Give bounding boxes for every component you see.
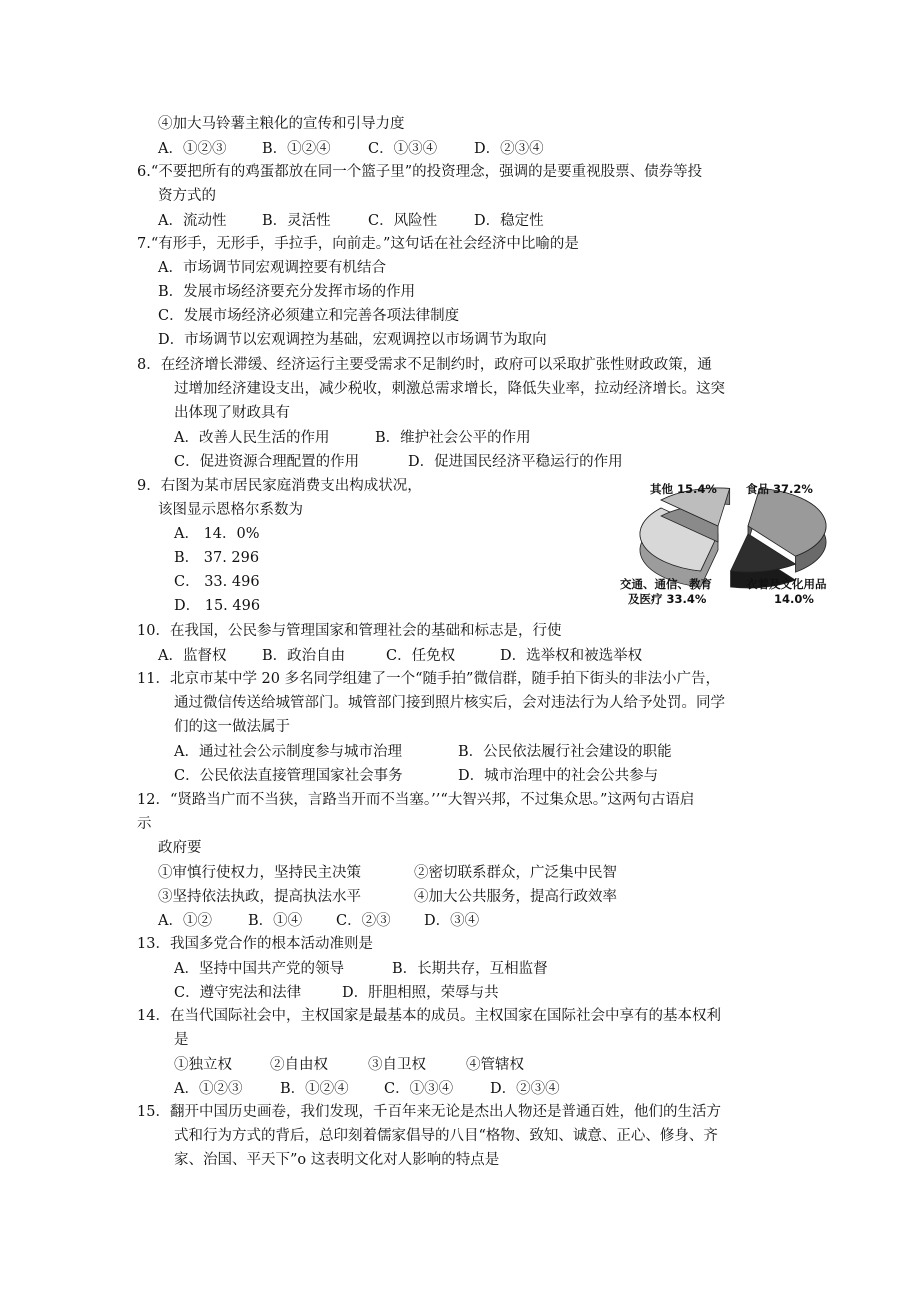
q11-option-d: D．城市治理中的社会公共参与: [458, 768, 659, 784]
q9-option-c: C． 33. 496: [174, 574, 260, 590]
q10-option-b: B．政治自由: [262, 648, 346, 664]
q6-option-d: D．稳定性: [474, 213, 544, 229]
q12-stem-line3: 政府要: [158, 840, 202, 856]
q9-stem-line2: 该图显示恩格尔系数为: [158, 502, 303, 518]
q10-stem: 10．在我国，公民参与管理国家和管理社会的基础和标志是，行使: [137, 623, 562, 639]
q12-option-d: D．③④: [424, 913, 480, 929]
pie-label-clothing-line1: 衣着及文化用品: [746, 577, 827, 591]
q13-option-b: B．长期共存，互相监督: [392, 961, 548, 977]
q11-stem-line3: 们的这一做法属于: [174, 719, 290, 735]
q8-stem-line1: 8．在经济增长滞缓、经济运行主要受需求不足制约时，政府可以采取扩张性财政政策，通: [137, 357, 712, 373]
q15-stem-line2: 式和行为方式的背后，总印刻着儒家倡导的八目“格物、致知、诚意、正心、修身、齐: [174, 1128, 718, 1144]
q9-option-b: B． 37. 296: [174, 550, 260, 566]
q8-option-c: C．促进资源合理配置的作用: [174, 454, 360, 470]
q8-option-d: D．促进国民经济平稳运行的作用: [408, 454, 623, 470]
q12-option-b: B．①④: [248, 913, 303, 929]
q12-item-1: ①审慎行使权力，坚持民主决策: [158, 865, 361, 881]
q12-stem-line1: 12．“贤路当广而不当狭，言路当开而不当塞。’’“大智兴邦，不过集众思。”这两句古语启: [137, 792, 695, 808]
q14-item-1: ①独立权: [174, 1057, 232, 1073]
q12-option-c: C．②③: [336, 913, 391, 929]
q12-item-2: ②密切联系群众，广泛集中民智: [414, 865, 617, 881]
pie-label-clothing-line2: 14.0%: [774, 592, 814, 606]
q6-option-a: A．流动性: [158, 213, 227, 229]
q7-stem: 7.“有形手，无形手，手拉手，向前走。”这句话在社会经济中比喻的是: [137, 236, 579, 252]
q14-item-3: ③自卫权: [368, 1057, 426, 1073]
q10-option-d: D．选举权和被选举权: [500, 648, 643, 664]
q11-option-c: C．公民依法直接管理国家社会事务: [174, 768, 403, 784]
pie-label-food: 食品 37.2%: [746, 482, 813, 496]
q7-option-a: A．市场调节同宏观调控要有机结合: [158, 260, 386, 276]
q8-stem-line3: 出体现了财政具有: [174, 405, 290, 421]
q13-option-d: D．肝胆相照，荣辱与共: [342, 985, 499, 1001]
q7-option-c: C．发展市场经济必须建立和完善各项法律制度: [158, 308, 460, 324]
q14-option-d: D．②③④: [490, 1081, 560, 1097]
q14-stem-line2: 是: [174, 1032, 189, 1048]
q14-item-4: ④管辖权: [466, 1057, 524, 1073]
q7-option-d: D．市场调节以宏观调控为基础，宏观调控以市场调节为取向: [158, 332, 547, 348]
q14-option-c: C．①③④: [384, 1081, 454, 1097]
q6-option-b: B．灵活性: [262, 213, 331, 229]
q14-option-b: B．①②④: [280, 1081, 349, 1097]
q14-stem-line1: 14．在当代国际社会中，主权国家是最基本的成员。主权国家在国际社会中享有的基本权利: [137, 1008, 721, 1024]
q11-stem-line1: 11．北京市某中学 20 多名同学组建了一个“随手拍”微信群，随手拍下街头的非法小广告，: [137, 671, 720, 687]
q10-option-a: A．监督权: [158, 648, 227, 664]
q9-option-d: D． 15. 496: [174, 598, 261, 614]
q8-option-a: A．改善人民生活的作用: [174, 430, 330, 446]
pie-label-transport-line2: 及医疗 33.4%: [628, 592, 707, 606]
pie-label-other: 其他 15.4%: [650, 482, 717, 496]
q6-stem-line1: 6.“不要把所有的鸡蛋都放在同一个篮子里”的投资理念，强调的是要重视股票、债券等投: [137, 164, 703, 180]
q14-item-2: ②自由权: [270, 1057, 328, 1073]
q5-option-d: D．②③④: [474, 141, 544, 157]
q5-option-a: A．①②③: [158, 141, 227, 157]
q9-stem-line1: 9．右图为某市居民家庭消费支出构成状况，: [137, 478, 422, 494]
pie-label-transport-line1: 交通、通信、教育: [620, 577, 712, 591]
q12-item-3: ③坚持依法执政，提高执法水平: [158, 889, 361, 905]
consumption-pie-chart: [618, 474, 846, 614]
q5-option-b: B．①②④: [262, 141, 331, 157]
q8-option-b: B．维护社会公平的作用: [375, 430, 531, 446]
q12-option-a: A．①②: [158, 913, 212, 929]
q11-option-b: B．公民依法履行社会建设的职能: [458, 744, 672, 760]
q6-stem-line2: 资方式的: [158, 188, 216, 204]
q13-option-a: A．坚持中国共产党的领导: [174, 961, 344, 977]
q8-stem-line2: 过增加经济建设支出，减少税收，刺激总需求增长，降低失业率，拉动经济增长。这突: [174, 381, 725, 397]
q15-stem-line1: 15．翻开中国历史画卷，我们发现，千百年来无论是杰出人物还是普通百姓，他们的生活方: [137, 1104, 721, 1120]
q5-option-c: C．①③④: [368, 141, 438, 157]
q6-option-c: C．风险性: [368, 213, 438, 229]
q12-stem-line2: 示: [137, 816, 152, 832]
q13-option-c: C．遵守宪法和法律: [174, 985, 302, 1001]
q11-stem-line2: 通过微信传送给城管部门。城管部门接到照片核实后，会对违法行为人给予处罚。同学: [174, 695, 725, 711]
q5-item4: ④加大马铃薯主粮化的宣传和引导力度: [158, 116, 405, 132]
q9-option-a: A． 14．0%: [174, 526, 260, 542]
q7-option-b: B．发展市场经济要充分发挥市场的作用: [158, 284, 416, 300]
q12-item-4: ④加大公共服务，提高行政效率: [414, 889, 617, 905]
q13-stem: 13．我国多党合作的根本活动准则是: [137, 936, 373, 952]
q15-stem-line3: 家、治国、平天下”o 这表明文化对人影响的特点是: [174, 1152, 500, 1168]
q11-option-a: A．通过社会公示制度参与城市治理: [174, 744, 402, 760]
q14-option-a: A．①②③: [174, 1081, 243, 1097]
q10-option-c: C．任免权: [386, 648, 456, 664]
